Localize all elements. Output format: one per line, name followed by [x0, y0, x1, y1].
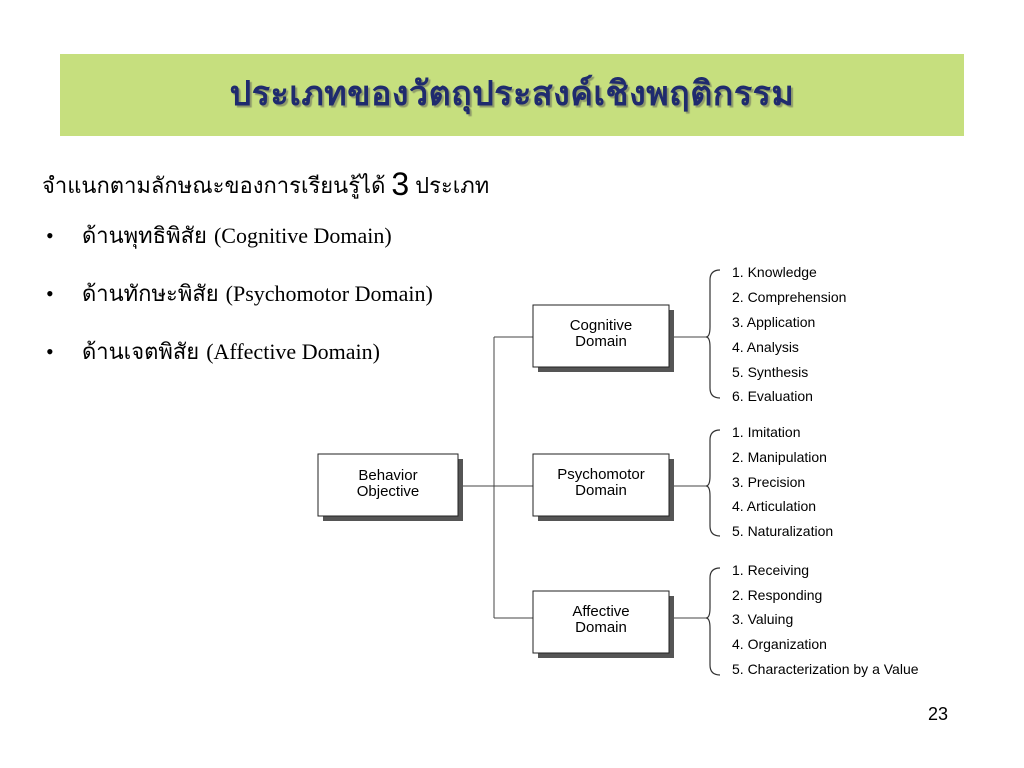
bullet-marker: •: [46, 339, 54, 364]
cognitive-brace: [706, 270, 720, 398]
intro-number: 3: [391, 166, 410, 202]
psychomotor-item: 5. Naturalization: [732, 523, 834, 539]
bullet-marker: •: [46, 223, 54, 248]
psychomotor-item-list: [732, 424, 833, 539]
bullet-english-text: (Cognitive Domain): [213, 223, 392, 248]
bullet-marker: •: [46, 281, 54, 306]
affective-brace: [706, 568, 720, 675]
psychomotor-item: 4. Articulation: [732, 498, 817, 514]
bullet-thai-text: ด้านทักษะพิสัย: [82, 282, 219, 307]
affective-item: 2. Responding: [732, 587, 823, 603]
cognitive-item: 2. Comprehension: [732, 289, 847, 305]
affective-item: 4. Organization: [732, 636, 827, 652]
bullet-english-text: (Affective Domain): [206, 339, 380, 364]
affective-item: 1. Receiving: [732, 562, 810, 578]
psychomotor-label-line2: Domain: [575, 482, 627, 499]
cognitive-item: 3. Application: [732, 314, 816, 330]
psychomotor-item: 3. Precision: [732, 474, 806, 490]
affective-item-list: [732, 562, 919, 677]
intro-text: จำแนกตามลักษณะของการเรียนรู้ได้: [42, 174, 386, 199]
psychomotor-domain-box: [533, 454, 674, 521]
cognitive-domain-box: [533, 305, 674, 372]
bullet-thai-text: ด้านพุทธิพิสัย: [82, 224, 207, 249]
affective-label-line1: Affective: [572, 603, 630, 620]
psychomotor-brace: [706, 430, 720, 536]
brace-brackets: [706, 270, 720, 675]
psychomotor-item: 2. Manipulation: [732, 449, 827, 465]
affective-label-line2: Domain: [575, 619, 627, 636]
cognitive-label-line2: Domain: [575, 333, 627, 350]
cognitive-item: 5. Synthesis: [732, 364, 809, 380]
page-number: 23: [928, 704, 949, 724]
psychomotor-label-line1: Psychomotor: [557, 466, 645, 483]
bullet-english-text: (Psychomotor Domain): [225, 281, 433, 306]
affective-item: 3. Valuing: [732, 611, 794, 627]
root-label-line1: Behavior: [358, 467, 418, 484]
cognitive-item-list: [732, 264, 846, 404]
intro-suffix: ประเภท: [415, 174, 490, 199]
affective-item: 5. Characterization by a Value: [732, 661, 919, 677]
slide-title: ประเภทของวัตถุประสงค์เชิงพฤติกรรม: [229, 74, 795, 114]
cognitive-item: 1. Knowledge: [732, 264, 817, 280]
psychomotor-item: 1. Imitation: [732, 424, 801, 440]
bullet-thai-text: ด้านเจตพิสัย: [82, 340, 200, 365]
root-label-line2: Objective: [356, 483, 420, 500]
affective-domain-box: [533, 591, 674, 658]
cognitive-item: 6. Evaluation: [732, 388, 813, 404]
cognitive-item: 4. Analysis: [732, 339, 799, 355]
behavior-objective-box: [318, 454, 463, 521]
cognitive-label-line1: Cognitive: [569, 317, 633, 334]
